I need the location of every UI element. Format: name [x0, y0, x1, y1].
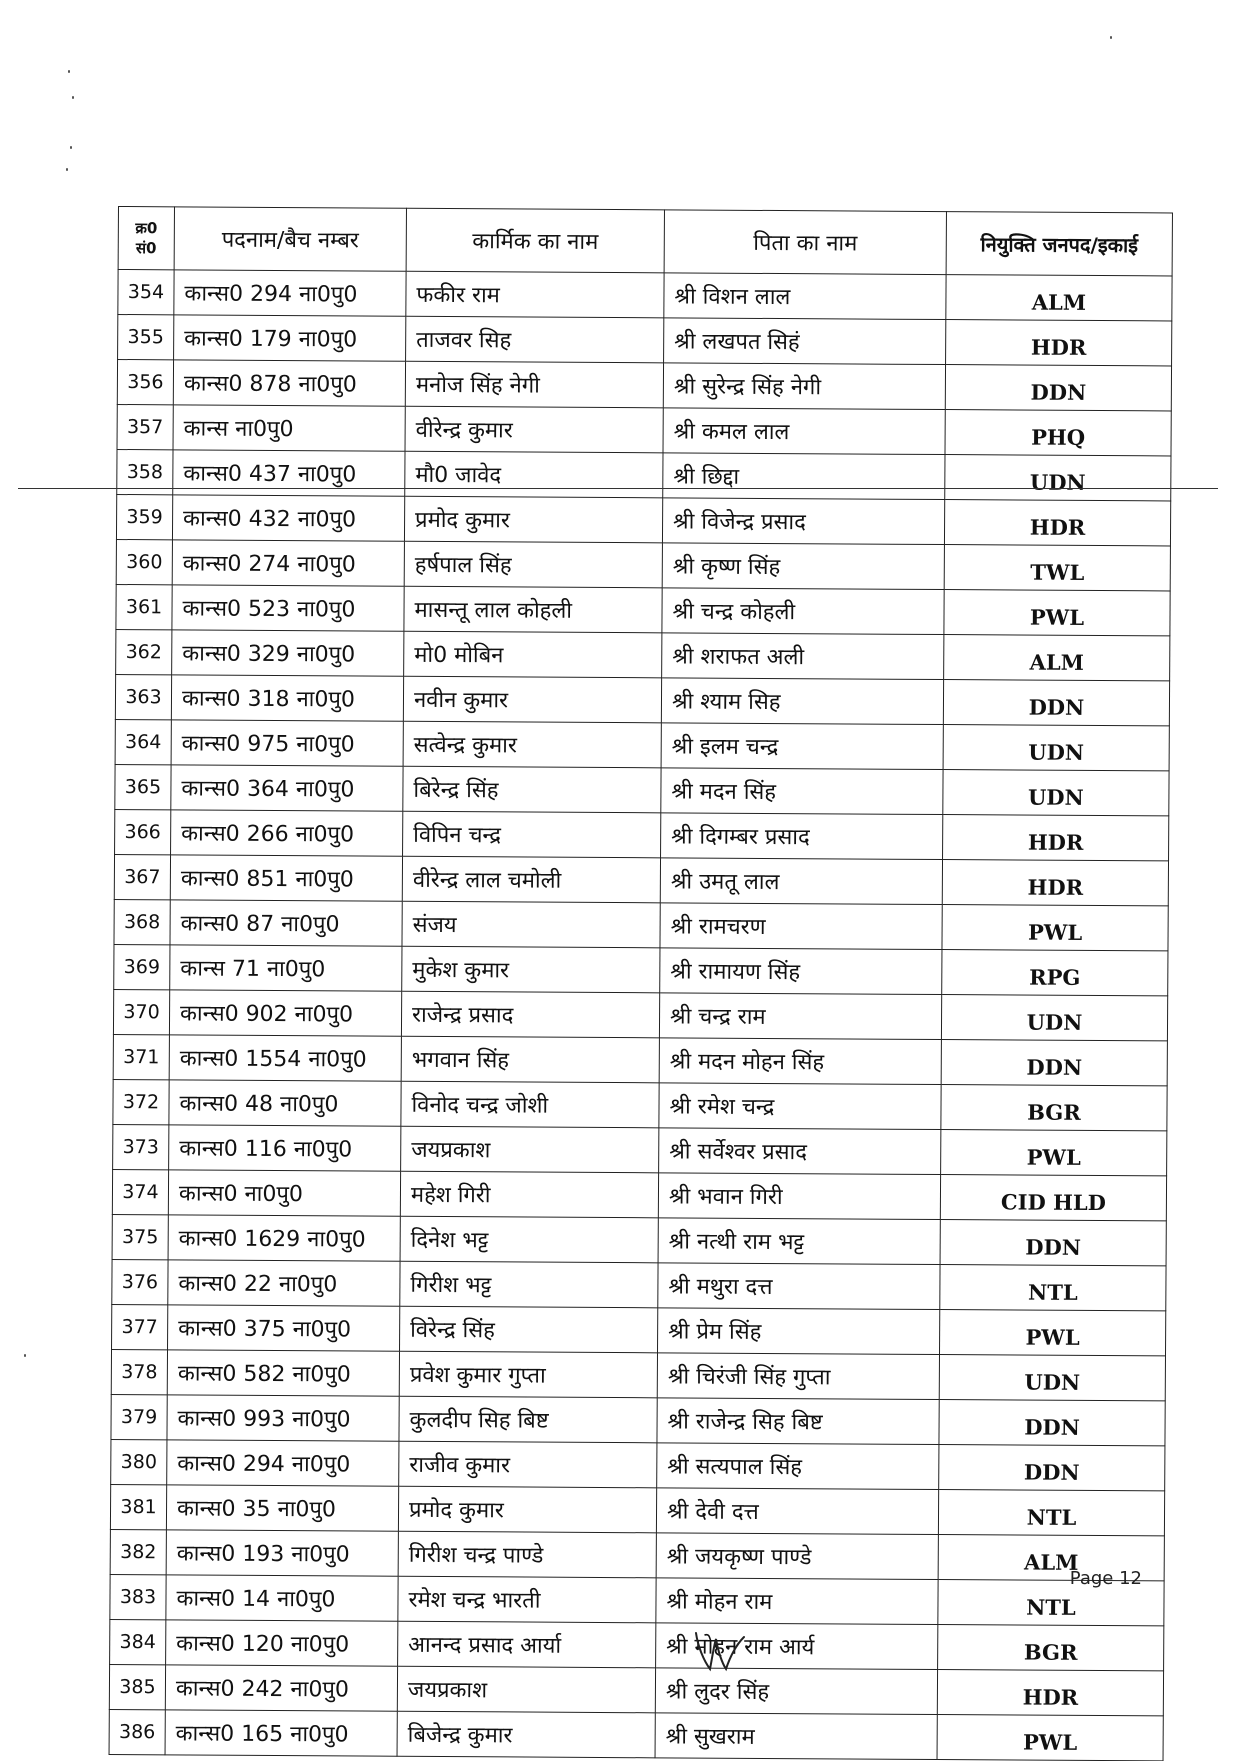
- cell-posting-unit: PWL: [944, 590, 1170, 636]
- cell-posting-unit: DDN: [945, 365, 1171, 411]
- table-row: [111, 1439, 1165, 1490]
- cell-posting-unit: DDN: [941, 1040, 1167, 1086]
- personnel-table: [109, 206, 1173, 1761]
- table-row: [110, 1574, 1164, 1625]
- cell-father-name: श्री सुरेन्द्र सिंह नेगी: [663, 363, 945, 410]
- cell-name: मासन्तू लाल कोहली: [404, 586, 662, 633]
- signature-mark: [690, 1625, 750, 1675]
- cell-designation: कान्स0 437 ना0पु0: [173, 450, 405, 496]
- cell-serial-number: 371: [113, 1034, 169, 1079]
- cell-father-name: श्री देवी दत्त: [656, 1488, 938, 1535]
- cell-name: मनोज सिंह नेगी: [405, 361, 663, 408]
- cell-father-name: श्री इलम चन्द्र: [661, 723, 943, 770]
- cell-designation: कान्स0 116 ना0पु0: [169, 1125, 401, 1171]
- cell-serial-number: 377: [112, 1304, 168, 1349]
- header-name: कार्मिक का नाम: [406, 208, 664, 273]
- header-father-name: पिता का नाम: [664, 210, 946, 275]
- cell-father-name: श्री कमल लाल: [663, 408, 945, 455]
- cell-father-name: श्री जयकृष्ण पाण्डे: [656, 1533, 938, 1580]
- cell-posting-unit: ALM: [946, 275, 1172, 321]
- table-row: [111, 1349, 1165, 1400]
- cell-father-name: श्री मदन सिंह: [661, 768, 943, 815]
- cell-designation: कान्स0 1554 ना0पु0: [169, 1035, 401, 1081]
- cell-name: बिजेन्द्र कुमार: [397, 1711, 655, 1758]
- cell-posting-unit: BGR: [938, 1625, 1164, 1671]
- table-row: [112, 1169, 1166, 1220]
- cell-father-name: श्री रामायण सिंह: [660, 948, 942, 995]
- cell-serial-number: 364: [115, 719, 171, 764]
- cell-name: नवीन कुमार: [403, 676, 661, 723]
- cell-posting-unit: DDN: [939, 1445, 1165, 1491]
- cell-designation: कान्स0 993 ना0पु0: [167, 1395, 399, 1441]
- cell-name: महेश गिरी: [400, 1171, 658, 1218]
- cell-posting-unit: PWL: [937, 1715, 1163, 1761]
- cell-posting-unit: HDR: [946, 320, 1172, 366]
- cell-designation: कान्स0 523 ना0पु0: [172, 585, 404, 631]
- cell-father-name: श्री भवान गिरी: [658, 1173, 940, 1220]
- table-row: [112, 1214, 1166, 1265]
- cell-designation: कान्स0 294 ना0पु0: [174, 270, 406, 316]
- cell-serial-number: 363: [115, 674, 171, 719]
- header-row: [118, 207, 1172, 276]
- cell-serial-number: 375: [112, 1214, 168, 1259]
- cell-serial-number: 373: [113, 1124, 169, 1169]
- cell-serial-number: 359: [116, 494, 172, 539]
- cell-serial-number: 374: [112, 1169, 168, 1214]
- cell-serial-number: 385: [109, 1664, 165, 1709]
- table-row: [110, 1529, 1164, 1580]
- cell-posting-unit: ALM: [944, 635, 1170, 681]
- cell-name: हर्षपाल सिंह: [404, 541, 662, 588]
- cell-designation: कान्स ना0पु0: [173, 405, 405, 451]
- cell-name: विपिन चन्द्र: [403, 811, 661, 858]
- cell-serial-number: 383: [110, 1574, 166, 1619]
- cell-serial-number: 361: [116, 584, 172, 629]
- header-designation: पदनाम/बैच नम्बर: [174, 207, 406, 271]
- cell-designation: कान्स 71 ना0पु0: [170, 945, 402, 991]
- cell-posting-unit: DDN: [943, 680, 1169, 726]
- cell-father-name: श्री मथुरा दत्त: [658, 1263, 940, 1310]
- cell-designation: कान्स0 179 ना0पु0: [174, 315, 406, 361]
- scan-speck: [72, 96, 74, 99]
- table-row: [117, 360, 1171, 411]
- cell-designation: कान्स0 329 ना0पु0: [172, 630, 404, 676]
- cell-name: राजेन्द्र प्रसाद: [401, 991, 659, 1038]
- cell-name: मो0 मोबिन: [404, 631, 662, 678]
- cell-name: प्रमोद कुमार: [404, 496, 662, 543]
- cell-serial-number: 360: [116, 539, 172, 584]
- cell-father-name: श्री मोहन राम: [656, 1578, 938, 1625]
- scan-speck: [66, 168, 68, 171]
- cell-serial-number: 356: [117, 360, 173, 405]
- cell-serial-number: 366: [115, 809, 171, 854]
- table-row: [113, 1079, 1167, 1130]
- cell-serial-number: 386: [109, 1709, 165, 1754]
- cell-serial-number: 362: [116, 629, 172, 674]
- scan-speck: [68, 70, 70, 73]
- table-row: [111, 1394, 1165, 1445]
- cell-serial-number: 369: [114, 944, 170, 989]
- cell-father-name: श्री मोहन राम आर्य: [656, 1623, 938, 1670]
- cell-name: गिरीश चन्द्र पाण्डे: [398, 1531, 656, 1578]
- cell-father-name: श्री रामचरण: [660, 903, 942, 950]
- cell-designation: कान्स0 266 ना0पु0: [171, 810, 403, 856]
- cell-father-name: श्री राजेन्द्र सिह बिष्ट: [657, 1398, 939, 1445]
- table-row: [116, 494, 1170, 545]
- cell-posting-unit: RPG: [942, 950, 1168, 996]
- cell-designation: कान्स0 364 ना0पु0: [171, 765, 403, 811]
- cell-name: बिरेन्द्र सिंह: [403, 766, 661, 813]
- cell-name: कुलदीप सिह बिष्ट: [399, 1396, 657, 1443]
- cell-posting-unit: BGR: [941, 1085, 1167, 1131]
- cell-posting-unit: PHQ: [945, 410, 1171, 456]
- cell-name: आनन्द प्रसाद आर्या: [398, 1621, 656, 1668]
- cell-posting-unit: UDN: [939, 1355, 1165, 1401]
- cell-father-name: श्री सुखराम: [655, 1713, 937, 1760]
- cell-designation: कान्स0 35 ना0पु0: [166, 1485, 398, 1531]
- cell-designation: कान्स0 22 ना0पु0: [168, 1260, 400, 1306]
- cell-designation: कान्स0 294 ना0पु0: [167, 1440, 399, 1486]
- cell-serial-number: 384: [110, 1619, 166, 1664]
- cell-designation: कान्स0 375 ना0पु0: [168, 1305, 400, 1351]
- cell-serial-number: 378: [111, 1349, 167, 1394]
- table-row: [113, 1034, 1167, 1085]
- cell-posting-unit: CID HLD: [940, 1175, 1166, 1221]
- cell-posting-unit: UDN: [943, 725, 1169, 771]
- table-row: [109, 1664, 1163, 1715]
- cell-designation: कान्स0 975 ना0पु0: [171, 720, 403, 766]
- cell-designation: कान्स0 120 ना0पु0: [166, 1620, 398, 1666]
- table-row: [115, 674, 1169, 725]
- strike-through-line: [18, 488, 1218, 489]
- cell-serial-number: 357: [117, 404, 173, 449]
- scan-speck: [1110, 36, 1112, 39]
- cell-father-name: श्री रमेश चन्द्र: [659, 1083, 941, 1130]
- cell-name: गिरीश भट्ट: [400, 1261, 658, 1308]
- cell-name: सत्वेन्द्र कुमार: [403, 721, 661, 768]
- cell-serial-number: 368: [114, 899, 170, 944]
- cell-name: विनोद चन्द्र जोशी: [401, 1081, 659, 1128]
- table-row: [118, 270, 1172, 321]
- cell-posting-unit: NTL: [938, 1490, 1164, 1536]
- cell-father-name: श्री चिरंजी सिंह गुप्ता: [657, 1353, 939, 1400]
- cell-father-name: श्री छिद्दा: [663, 453, 945, 500]
- cell-posting-unit: UDN: [945, 455, 1171, 501]
- cell-father-name: श्री लखपत सिहं: [664, 318, 946, 365]
- cell-posting-unit: HDR: [937, 1670, 1163, 1716]
- cell-serial-number: 379: [111, 1394, 167, 1439]
- cell-designation: कान्स0 274 ना0पु0: [172, 540, 404, 586]
- cell-father-name: श्री सर्वेश्वर प्रसाद: [659, 1128, 941, 1175]
- cell-name: दिनेश भट्ट: [400, 1216, 658, 1263]
- cell-name: संजय: [402, 901, 660, 948]
- cell-father-name: श्री प्रेम सिंह: [658, 1308, 940, 1355]
- table-row: [113, 989, 1167, 1040]
- table-row: [117, 404, 1171, 455]
- cell-posting-unit: HDR: [942, 860, 1168, 906]
- cell-posting-unit: PWL: [941, 1130, 1167, 1176]
- table-row: [112, 1304, 1166, 1355]
- table-row: [109, 1709, 1163, 1760]
- cell-designation: कान्स0 87 ना0पु0: [170, 900, 402, 946]
- cell-posting-unit: HDR: [944, 500, 1170, 546]
- cell-designation: कान्स0 851 ना0पु0: [170, 855, 402, 901]
- cell-name: जयप्रकाश: [401, 1126, 659, 1173]
- scan-speck: [70, 146, 72, 149]
- cell-posting-unit: ALM: [938, 1535, 1164, 1581]
- cell-designation: कान्स0 ना0पु0: [168, 1170, 400, 1216]
- table-body: [109, 270, 1172, 1761]
- cell-designation: कान्स0 165 ना0पु0: [165, 1710, 397, 1756]
- cell-designation: कान्स0 14 ना0पु0: [166, 1575, 398, 1621]
- table-row: [110, 1484, 1164, 1535]
- cell-father-name: श्री सत्यपाल सिंह: [657, 1443, 939, 1490]
- cell-father-name: श्री नत्थी राम भट्ट: [658, 1218, 940, 1265]
- cell-name: वीरेन्द्र लाल चमोली: [402, 856, 660, 903]
- table-row: [114, 899, 1168, 950]
- cell-posting-unit: HDR: [943, 815, 1169, 861]
- cell-name: मौ0 जावेद: [405, 451, 663, 498]
- table-row: [117, 449, 1171, 500]
- cell-father-name: श्री विजेन्द्र प्रसाद: [662, 498, 944, 545]
- table-row: [116, 539, 1170, 590]
- cell-posting-unit: PWL: [939, 1310, 1165, 1356]
- cell-serial-number: 370: [113, 989, 169, 1034]
- cell-father-name: श्री उमतू लाल: [660, 858, 942, 905]
- cell-designation: कान्स0 193 ना0पु0: [166, 1530, 398, 1576]
- table-row: [113, 1124, 1167, 1175]
- cell-posting-unit: NTL: [940, 1265, 1166, 1311]
- cell-designation: कान्स0 432 ना0पु0: [172, 495, 404, 541]
- cell-designation: कान्स0 318 ना0पु0: [171, 675, 403, 721]
- cell-name: विरेन्द्र सिंह: [400, 1306, 658, 1353]
- cell-serial-number: 381: [110, 1484, 166, 1529]
- cell-name: मुकेश कुमार: [402, 946, 660, 993]
- table-row: [116, 584, 1170, 635]
- table-header: [118, 207, 1172, 276]
- cell-father-name: श्री चन्द्र कोहली: [662, 588, 944, 635]
- header-serial-line2: सं0: [135, 239, 157, 258]
- cell-name: प्रवेश कुमार गुप्ता: [399, 1351, 657, 1398]
- cell-serial-number: 358: [117, 449, 173, 494]
- header-serial-line1: क्र0: [135, 219, 158, 238]
- cell-father-name: श्री मदन मोहन सिंह: [659, 1038, 941, 1085]
- cell-father-name: श्री चन्द्र राम: [659, 993, 941, 1040]
- cell-name: जयप्रकाश: [397, 1666, 655, 1713]
- cell-designation: कान्स0 1629 ना0पु0: [168, 1215, 400, 1261]
- cell-designation: कान्स0 48 ना0पु0: [169, 1080, 401, 1126]
- cell-father-name: श्री दिगम्बर प्रसाद: [661, 813, 943, 860]
- cell-name: प्रमोद कुमार: [398, 1486, 656, 1533]
- cell-posting-unit: NTL: [938, 1580, 1164, 1626]
- header-serial-number: [118, 207, 174, 270]
- cell-name: ताजवर सिह: [406, 316, 664, 363]
- cell-designation: कान्स0 902 ना0पु0: [169, 990, 401, 1036]
- cell-designation: कान्स0 878 ना0पु0: [173, 360, 405, 406]
- cell-name: वीरेन्द्र कुमार: [405, 406, 663, 453]
- cell-name: फकीर राम: [406, 271, 664, 318]
- cell-serial-number: 372: [113, 1079, 169, 1124]
- table-row: [115, 809, 1169, 860]
- cell-name: राजीव कुमार: [399, 1441, 657, 1488]
- cell-name: भगवान सिंह: [401, 1036, 659, 1083]
- cell-posting-unit: UDN: [941, 995, 1167, 1041]
- cell-serial-number: 355: [118, 315, 174, 360]
- table-row: [110, 1619, 1164, 1670]
- cell-serial-number: 354: [118, 270, 174, 315]
- cell-father-name: श्री शराफत अली: [662, 633, 944, 680]
- table-row: [115, 719, 1169, 770]
- header-posting-unit: नियुक्ति जनपद/इकाई: [946, 212, 1172, 276]
- table-row: [114, 854, 1168, 905]
- page-number: Page 12: [1069, 1568, 1142, 1589]
- table-row: [112, 1259, 1166, 1310]
- cell-posting-unit: TWL: [944, 545, 1170, 591]
- cell-father-name: श्री कृष्ण सिंह: [662, 543, 944, 590]
- cell-father-name: श्री श्याम सिह: [661, 678, 943, 725]
- cell-posting-unit: UDN: [943, 770, 1169, 816]
- table-row: [116, 629, 1170, 680]
- cell-posting-unit: PWL: [942, 905, 1168, 951]
- cell-designation: कान्स0 242 ना0पु0: [165, 1665, 397, 1711]
- scan-speck: [24, 1354, 26, 1357]
- cell-designation: कान्स0 582 ना0पु0: [167, 1350, 399, 1396]
- cell-serial-number: 365: [115, 764, 171, 809]
- cell-serial-number: 382: [110, 1529, 166, 1574]
- cell-posting-unit: DDN: [940, 1220, 1166, 1266]
- table-row: [114, 944, 1168, 995]
- cell-serial-number: 367: [114, 854, 170, 899]
- cell-serial-number: 376: [112, 1259, 168, 1304]
- cell-serial-number: 380: [111, 1439, 167, 1484]
- cell-name: रमेश चन्द्र भारती: [398, 1576, 656, 1623]
- cell-father-name: श्री विशन लाल: [664, 273, 946, 320]
- cell-posting-unit: DDN: [939, 1400, 1165, 1446]
- table-row: [115, 764, 1169, 815]
- cell-father-name: श्री लुदर सिंह: [655, 1668, 937, 1715]
- table-row: [118, 315, 1172, 366]
